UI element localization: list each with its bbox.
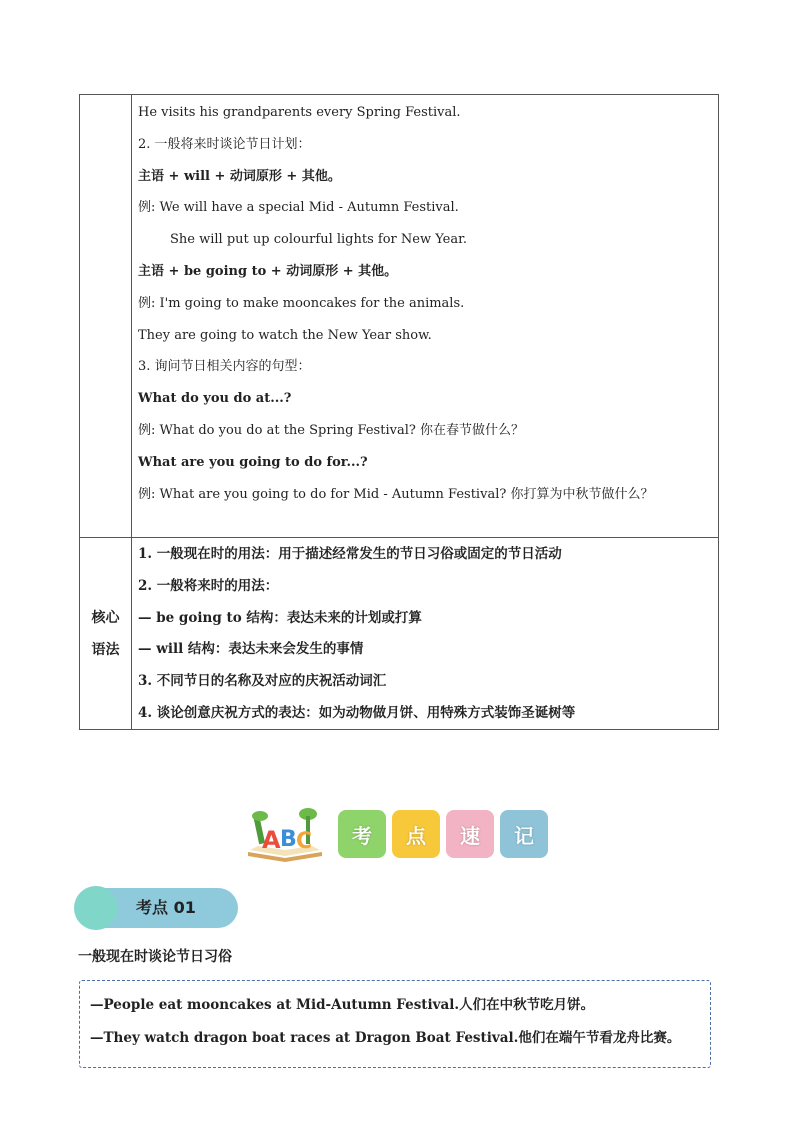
grammar-point: — will 结构：表达未来会发生的事情 [138, 641, 364, 658]
banner-tile-dian [392, 810, 440, 858]
grammar-point: 2. 一般将来时的用法： [138, 577, 279, 594]
content-line: She will put up colourful lights for New Year. [170, 232, 468, 248]
grammar-point: 3. 不同节日的名称及对应的庆祝活动词汇 [138, 673, 387, 690]
kaodian-pill [74, 886, 238, 930]
example-sentence: —People eat mooncakes at Mid-Autumn Festival.人们在中秋节吃月饼。 [90, 997, 595, 1013]
grammar-point: 4. 谈论创意庆祝方式的表达：如为动物做月饼、用特殊方式装饰圣诞树等 [138, 704, 576, 721]
svg-text:C: C [296, 829, 313, 854]
content-line: 主语 + be going to + 动词原形 + 其他。 [138, 263, 398, 279]
tile-char: 记 [514, 823, 534, 848]
tile-char: 考 [352, 823, 372, 848]
content-line: 主语 + will + 动词原形 + 其他。 [138, 168, 341, 184]
content-line: 例: I'm going to make mooncakes for the animals. [138, 295, 465, 311]
content-line: 3. 询问节日相关内容的句型： [138, 359, 311, 375]
content-line: They are going to watch the New Year show. [138, 327, 432, 343]
row-label-empty [80, 95, 132, 537]
example-sentence: —They watch dragon boat races at Dragon Boat Festival.他们在端午节看龙舟比赛。 [90, 1030, 681, 1046]
row-label-core-grammar [80, 538, 132, 729]
abc-book-icon [242, 806, 328, 862]
pill-circle [74, 886, 118, 930]
grammar-point: 1. 一般现在时的用法：用于描述经常发生的节日习俗或固定的节日活动 [138, 546, 562, 562]
content-line: 2. 一般将来时谈论节日计划： [138, 136, 311, 152]
row-label-line: 核心 [91, 609, 120, 626]
kaodian-label: 考点 01 [136, 898, 196, 917]
row2-content [132, 538, 718, 729]
content-line: What do you do at...? [138, 391, 292, 407]
kaodian-suji-banner [242, 806, 554, 862]
content-line: 例: What are you going to do for Mid - Autumn Festival? 你打算为中秋节做什么？ [138, 486, 654, 502]
example-box [79, 980, 711, 1068]
banner-tile-kao [338, 810, 386, 858]
table-row [80, 95, 718, 537]
row1-content [132, 95, 718, 537]
tile-char: 点 [406, 823, 426, 848]
tile-char: 速 [460, 823, 480, 848]
svg-text:B: B [280, 827, 297, 852]
section-title: 一般现在时谈论节日习俗 [78, 949, 232, 965]
banner-tile-su [446, 810, 494, 858]
content-line: He visits his grandparents every Spring Festival. [138, 105, 461, 120]
content-line: 例: We will have a special Mid - Autumn Festival. [138, 200, 459, 216]
svg-text:A: A [262, 826, 281, 854]
grammar-table [79, 94, 719, 730]
grammar-point: — be going to 结构：表达未来的计划或打算 [138, 609, 422, 626]
banner-tile-ji [500, 810, 548, 858]
table-row [80, 537, 718, 729]
content-line: 例: What do you do at the Spring Festival? 你在春节做什么？ [138, 422, 524, 438]
row-label-line: 语法 [91, 641, 120, 658]
content-line: What are you going to do for...? [138, 454, 368, 470]
